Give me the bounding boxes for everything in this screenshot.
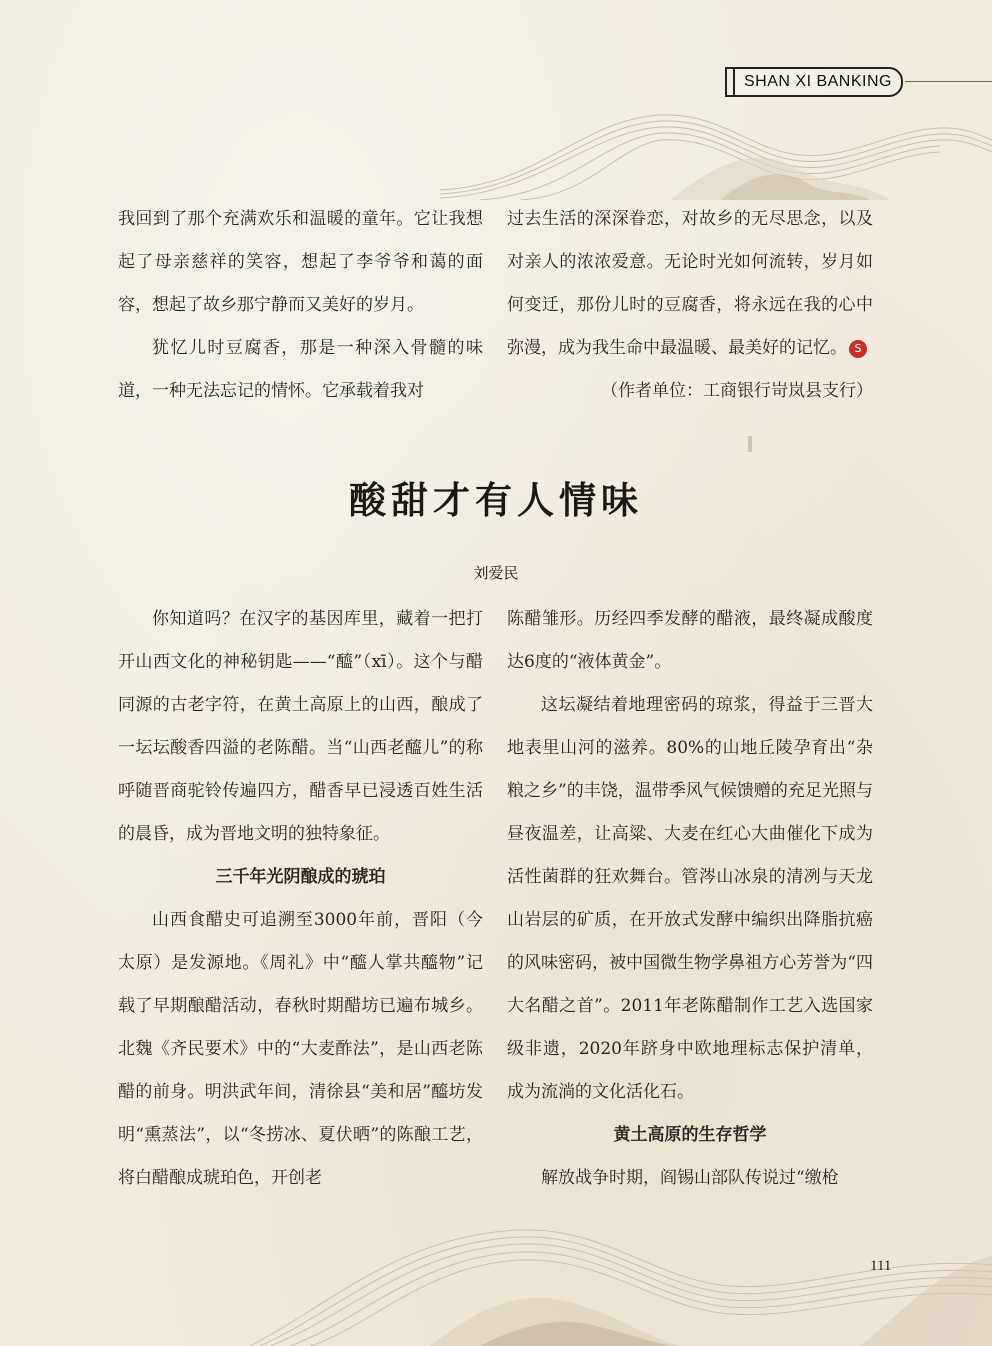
article-right-paragraph-1: 陈醋雏形。历经四季发酵的醋液，最终凝成酸度达6度的“液体黄金”。: [507, 609, 873, 672]
mountain-decoration-bottom: [0, 1195, 992, 1346]
top-right-column: [507, 198, 873, 413]
top-left-paragraph-1: 我回到了那个充满欢乐和温暖的童年。它让我想起了母亲慈祥的笑容，想起了李爷爷和蔼的面容，想起了故乡那宁静而又美好的岁月。: [118, 209, 483, 315]
article-author: 刘爱民: [473, 564, 519, 582]
header-tag: SHAN XI BANKING: [733, 67, 903, 97]
top-left-paragraph-2: 犹忆儿时豆腐香，那是一种深入骨髓的味道，一种无法忘记的情怀。它承载着我对: [118, 338, 483, 401]
page-number: 111: [870, 1258, 892, 1274]
header-rule: [905, 81, 992, 82]
seal-icon: S: [849, 340, 867, 358]
author-unit: （作者单位：工商银行岢岚县支行）: [601, 381, 873, 401]
section-heading-amber: 三千年光阴酿成的琥珀: [215, 867, 386, 887]
article-right-paragraph-2: 这坛凝结着地理密码的琼浆，得益于三晋大地表里山河的滋养。80%的山地丘陵孕育出“杂粮之乡”的丰饶，温带季风气候馈赠的充足光照与昼夜温差，让高粱、大麦在红心大曲催化下成为活性菌群的狂欢舞台。管涔山冰泉的清冽与天龙山岩层的矿质，在开放式发酵中编织出降脂抗癌的风味密码，被中国微生物学鼻祖方心芳誉为“四大名醋之首”。2011年老陈醋制作工艺入选国家级非遗，2020年跻身中欧地理标志保护清单，成为流淌的文化活化石。: [507, 695, 873, 1102]
article-right-paragraph-3: 解放战争时期，阎锡山部队传说过“缴枪: [541, 1168, 839, 1188]
article-left-paragraph-2: 山西食醋史可追溯至3000年前，晋阳（今太原）是发源地。《周礼》中“醯人掌共醯物”记载了早期酿醋活动，春秋时期醋坊已遍布城乡。北魏《齐民要术》中的“大麦酢法”，是山西老陈醋的前身。明洪武年间，清徐县“美和居”醯坊发明“熏蒸法”，以“冬捞冰、夏伏晒”的陈酿工艺，将白醋酿成琥珀色，开创老: [118, 910, 483, 1188]
section-heading-loess: 黄土高原的生存哲学: [613, 1125, 767, 1145]
article-title: 酸甜才有人情味: [349, 479, 643, 522]
mountain-decoration-top: [420, 90, 992, 200]
article-left-paragraph-1: 你知道吗？在汉字的基因库里，藏着一把打开山西文化的神秘钥匙——“醯”（xī）。这个与醋同源的古老字符，在黄土高原上的山西，酿成了一坛坛酸香四溢的老陈醋。当“山西老醯儿”的称呼随晋商驼铃传遍四方，醋香早已浸透百姓生活的晨昏，成为晋地文明的独特象征。: [118, 609, 483, 844]
article-left-column: [118, 598, 483, 1200]
article-right-column: [507, 598, 873, 1200]
top-right-paragraph: [507, 198, 873, 401]
top-left-column: [118, 198, 483, 413]
section-separator: [748, 436, 752, 452]
top-right-text: 过去生活的深深眷恋，对故乡的无尽思念，以及对亲人的浓浓爱意。无论时光如何流转，岁月如何变迁，那份儿时的豆腐香，将永远在我的心中弥漫，成为我生命中最温暖、最美好的记忆。: [507, 209, 873, 358]
